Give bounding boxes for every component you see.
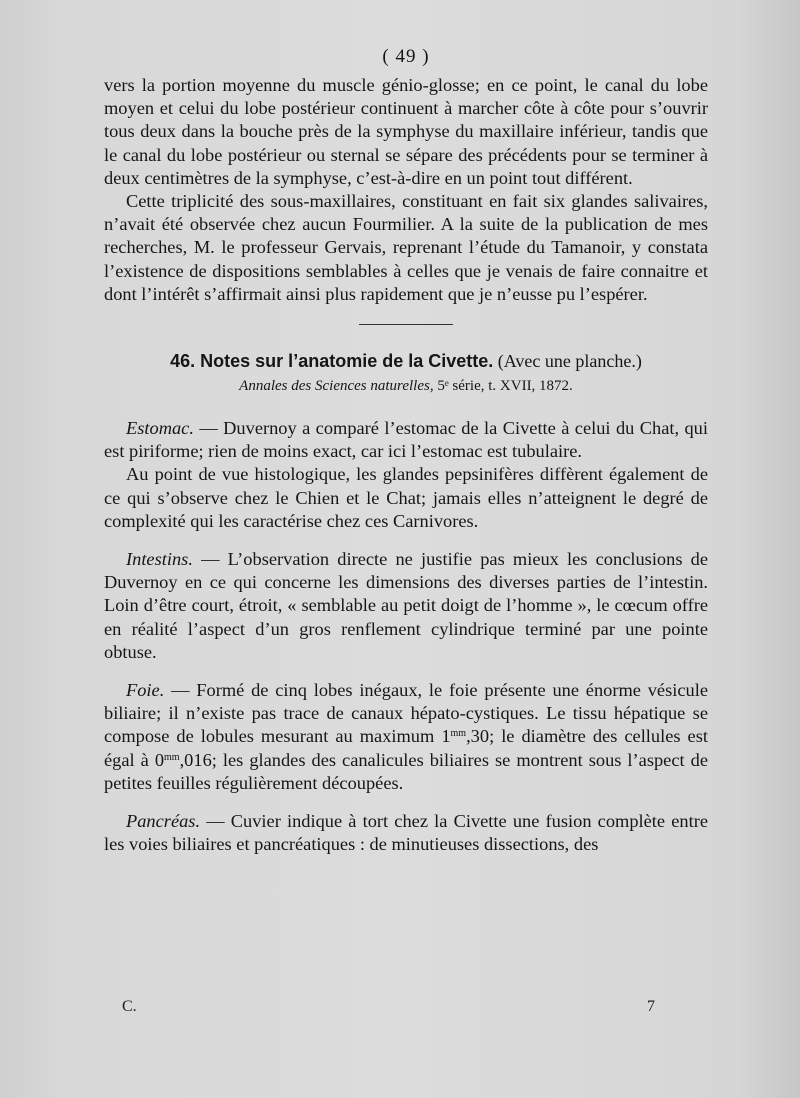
section-pancreas: [104, 810, 708, 856]
note-title: 46. Notes sur l’anatomie de la Civette.: [170, 351, 494, 372]
unit-superscript: mm: [450, 728, 467, 740]
section-separator-rule: [359, 324, 453, 325]
section-text-a: — Formé de cinq lobes inégaux, le foie présente une énorme vésicule biliaire; il n’existe pas trace de canaux hépato-cystiques. Le tissu hépatique se compose de lobules mesurant au maximum 1: [104, 680, 708, 747]
signature-mark: C.: [122, 998, 137, 1015]
section-foie: [104, 679, 708, 795]
section-text: — Duvernoy a comparé l’estomac de la Civette à celui du Chat, qui est piriforme; rien de moins exact, car ici l’estomac est tubulaire.: [104, 418, 708, 462]
section-text: — L’observation directe ne justifie pas mieux les conclusions de Duvernoy en ce qui concerne les dimensions des diverses parties de l’intestin. Loin d’être court, étroit, « semblable au petit doigt de l’homme », le cœcum offre en réalité l’aspect d’un gros renflement cylindrique terminé par une pointe obtuse.: [104, 549, 708, 662]
note-citation: [104, 378, 708, 395]
page-number: [104, 46, 708, 68]
section-lead: Intestins.: [126, 549, 193, 570]
section-text-b: ,30; le diamètre des cellules est égal à 0: [104, 726, 708, 770]
section-intestins: [104, 548, 708, 664]
section-histology: [104, 463, 708, 533]
paragraph-triplicity: Cette triplicité des sous-maxillaires, constituant en fait six glandes salivaires, n’avait été observée chez aucun Fourmilier. A la suite de la publication de mes recherches, M. le professeur Gervais, reprenant l’étude du Tamanoir, y constata l’existence de dispositions semblables à celles que je venais de faire connaitre et dont l’intérêt s’affirmait ainsi plus rapidement que je n’eusse pu l’espérer.: [104, 191, 708, 304]
section-text: — Cuvier indique à tort chez la Civette une fusion complète entre les voies biliaires et pancréatiques : de minutieuses dissections, des: [104, 811, 708, 855]
paragraph-continuation: vers la portion moyenne du muscle génio-glosse; en ce point, le canal du lobe moyen et celui du lobe postérieur continuent à marcher côte à côte pour s’ouvrir tous deux dans la bouche près de la symphyse du maxillaire inférieur, tandis que le canal du lobe postérieur ou sternal se sépare des précédents pour se terminer à deux centimètres de la symphyse, c’est-à-dire en un point tout différent.: [104, 75, 708, 188]
section-estomac: [104, 417, 708, 463]
citation-details: 5ᵉ série, t. XVII, 1872.: [437, 378, 573, 395]
section-lead: Pancréas.: [126, 811, 201, 832]
section-text: Au point de vue histologique, les glandes pepsinifères diffèrent également de ce qui s’observe chez le Chien et le Chat; jamais elles n’atteignent le degré de complexité qui les caractérise chez ces Carnivores.: [104, 464, 708, 531]
unit-superscript: mm: [164, 751, 180, 763]
citation-journal: Annales des Sciences naturelles,: [239, 378, 434, 395]
note-heading: [104, 351, 708, 372]
note-plate-remark: (Avec une planche.): [497, 351, 642, 372]
sheet-number: 7: [647, 998, 655, 1015]
page-number-text: ( 49 ): [382, 46, 430, 67]
section-text-c: ,016; les glandes des canalicules biliaires se montrent sous l’aspect de petites feuilles régulièrement découpées.: [104, 749, 708, 793]
section-lead: Foie.: [126, 680, 165, 701]
page-content: [104, 46, 708, 856]
section-lead: Estomac.: [126, 418, 194, 439]
